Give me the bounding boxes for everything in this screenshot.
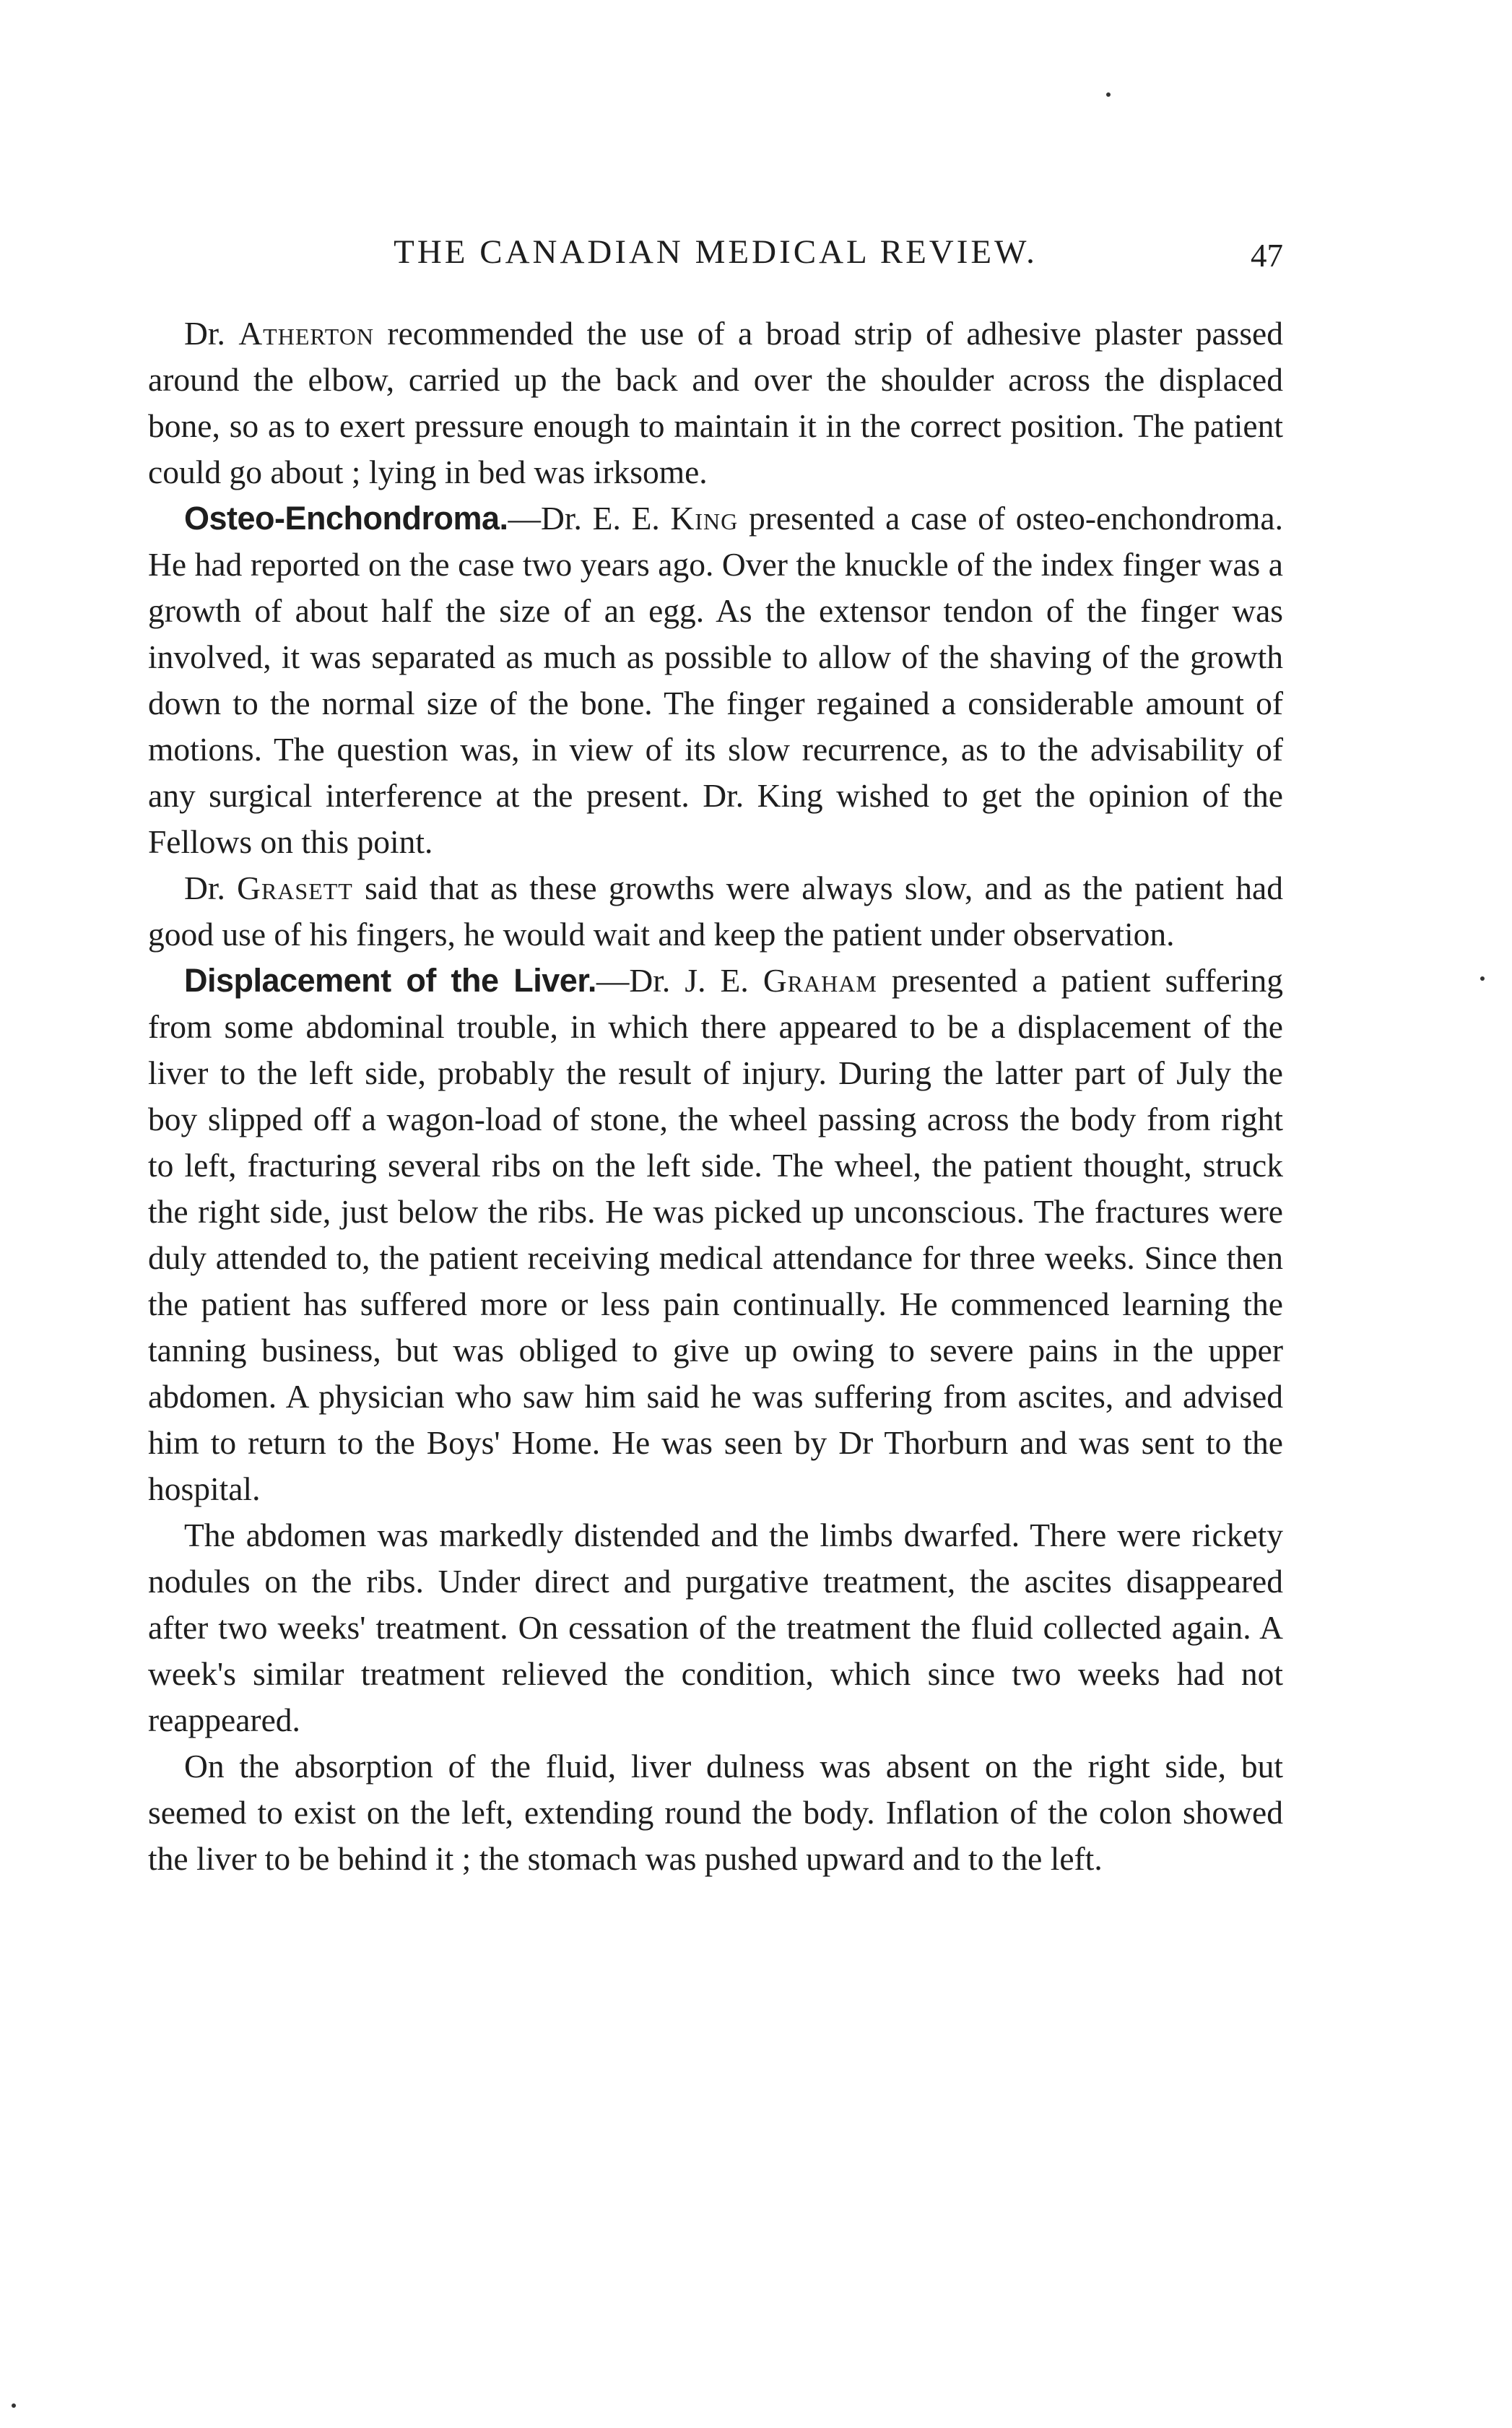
scan-speck (1480, 976, 1485, 981)
paragraph-abdomen (148, 1512, 1283, 1743)
paragraph-text: presented a patient suffering from some abdominal trouble, in which there appeared to be a displacement of the liver to the left side, probably the result of injury. During the latter part of July the boy slipped off a wagon-load of stone, the wheel passing across the body from right to left, fracturing several ribs on the left side. The wheel, the patient thought, struck the right side, just below the ribs. He was picked up unconscious. The fractures were duly attended to, the patient receiving medical attendance for three weeks. Since then the patient has suffered more or less pain continually. He commenced learning the tanning business, but was obliged to give up owing to severe pains in the upper abdomen. A physician who saw him said he was suffering from ascites, and advised him to return to the Boys' Home. He was seen by Dr Thorburn and was sent to the hospital. (148, 962, 1284, 1507)
page-number: 47 (1251, 238, 1283, 274)
paragraph-text: recommended the use of a broad strip of adhesive plaster passed around the elbow, carried up the back and over the shoulder across the displaced bone, so as to exert pressure enough to maintain it in the correct position. The patient could go about ; lying in bed was irksome. (148, 315, 1283, 490)
author-name-king: King (670, 500, 739, 537)
author-name-grasett: Grasett (237, 870, 353, 906)
author-name-atherton: Atherton (238, 315, 374, 352)
paragraph-osteo-enchondroma (148, 495, 1283, 865)
article-body (148, 311, 1283, 1882)
paragraph-text: said that as these growths were always slow, and as the patient had good use of his fingers, he would wait and keep the patient under observation. (148, 870, 1283, 953)
scan-speck (1106, 92, 1111, 97)
paragraph-text: On the absorption of the fluid, liver dulness was absent on the right side, but seemed to exist on the left, extending round the body. Inflation of the colon showed the liver to be behind it ; the stomach was pushed upward and to the left. (148, 1748, 1283, 1877)
paragraph-lead: —Dr. E. E. (508, 500, 660, 537)
paragraph-displacement-liver (148, 958, 1283, 1512)
scan-speck (12, 2403, 16, 2408)
section-heading-displacement-liver: Displacement of the Liver. (184, 962, 596, 999)
paragraph-atherton (148, 311, 1283, 495)
author-name-graham: Graham (762, 962, 877, 999)
paragraph-grasett (148, 865, 1283, 958)
paragraph-text: presented a case of osteo-enchondroma. He had reported on the case two years ago. Over the knuckle of the index finger was a growth of about half the size of an egg. As the extensor tendon of the finger was involved, it was separated as much as possible to allow of the shaving of the growth down to the normal size of the bone. The finger regained a considerable amount of motions. The question was, in view of its slow recurrence, as to the advisability of any surgical interference at the present. Dr. King wished to get the opinion of the Fellows on this point. (148, 500, 1284, 860)
running-head: THE CANADIAN MEDICAL REVIEW. (394, 233, 1038, 271)
paragraph-text: The abdomen was markedly distended and the limbs dwarfed. There were rickety nodules on the ribs. Under direct and purgative treatment, the ascites disappeared after two weeks' treatment. On cessation of the treatment the fluid collected again. A week's similar treatment relieved the condition, which since two weeks had not reappeared. (148, 1517, 1283, 1738)
page-header (148, 233, 1283, 290)
section-heading-osteo-enchondroma: Osteo-Enchondroma. (184, 500, 508, 537)
paragraph-lead: —Dr. J. E. (596, 962, 749, 999)
paragraph-absorption (148, 1743, 1283, 1882)
paragraph-lead: Dr. (184, 315, 225, 352)
paragraph-lead: Dr. (184, 870, 225, 906)
